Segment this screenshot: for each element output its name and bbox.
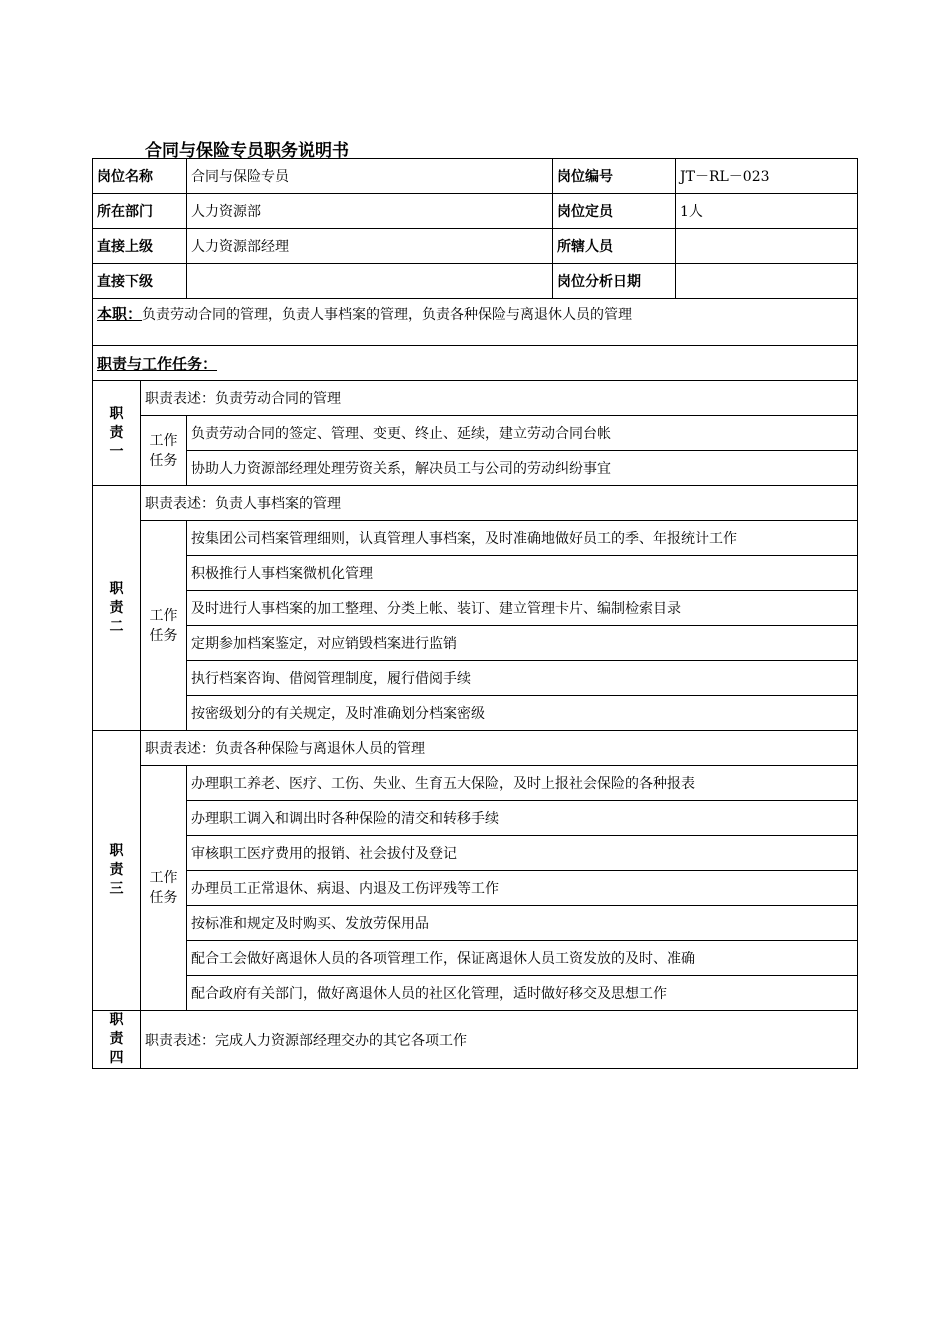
- duty-2-task-row: [93, 556, 858, 591]
- duty-1-task-row: [93, 416, 858, 451]
- position-name-label: 岗位名称: [93, 159, 187, 194]
- duty-4-label: 职责四: [93, 1011, 141, 1069]
- direct-reports-label: 直接下级: [93, 264, 187, 299]
- superior-label: 直接上级: [93, 229, 187, 264]
- header-row-3: [93, 229, 858, 264]
- duty-3-task: 配合政府有关部门，做好离退休人员的社区化管理，适时做好移交及思想工作: [187, 976, 858, 1011]
- duty-1-task: 协助人力资源部经理处理劳资关系，解决员工与公司的劳动纠纷事宜: [187, 451, 858, 486]
- department-label: 所在部门: [93, 194, 187, 229]
- duty-4-description: 职责表述：完成人力资源部经理交办的其它各项工作: [141, 1011, 858, 1069]
- position-name-value: 合同与保险专员: [187, 159, 553, 194]
- duty-3-task-row: [93, 976, 858, 1011]
- duty-4-row: [93, 1011, 858, 1069]
- duty-2-task-row: [93, 591, 858, 626]
- main-duty-cell: [93, 299, 858, 346]
- duty-3-task: 按标准和规定及时购买、发放劳保用品: [187, 906, 858, 941]
- header-row-1: [93, 159, 858, 194]
- superior-value: 人力资源部经理: [187, 229, 553, 264]
- duty-2-task-row: [93, 626, 858, 661]
- duty-3-task-row: [93, 906, 858, 941]
- header-row-4: [93, 264, 858, 299]
- duty-2-task: 按密级划分的有关规定，及时准确划分档案密级: [187, 696, 858, 731]
- headcount-value: 1人: [676, 194, 858, 229]
- analysis-date-label: 岗位分析日期: [553, 264, 676, 299]
- duty-3-label: 职责三: [93, 731, 141, 1011]
- main-duty-label: 本职：: [97, 305, 143, 323]
- duty-3-task: 审核职工医疗费用的报销、社会拔付及登记: [187, 836, 858, 871]
- duty-2-task-label: 工作任务: [141, 521, 187, 731]
- document-title: 合同与保险专员职务说明书: [145, 141, 349, 161]
- main-duty-row: [93, 299, 858, 346]
- headcount-label: 岗位定员: [553, 194, 676, 229]
- duty-3-task-row: [93, 836, 858, 871]
- analysis-date-value: [676, 264, 858, 299]
- duties-heading-row: [93, 346, 858, 381]
- duty-3-task: 配合工会做好离退休人员的各项管理工作，保证离退休人员工资发放的及时、准确: [187, 941, 858, 976]
- duty-3-description-row: [93, 731, 858, 766]
- job-description-table: [92, 158, 858, 1069]
- duty-1-task-label: 工作任务: [141, 416, 187, 486]
- position-code-label: 岗位编号: [553, 159, 676, 194]
- duty-2-task: 按集团公司档案管理细则，认真管理人事档案，及时准确地做好员工的季、年报统计工作: [187, 521, 858, 556]
- duty-3-task-label: 工作任务: [141, 766, 187, 1011]
- duty-2-task-row: [93, 661, 858, 696]
- duty-2-description: 职责表述：负责人事档案的管理: [141, 486, 858, 521]
- duty-3-task: 办理职工调入和调出时各种保险的清交和转移手续: [187, 801, 858, 836]
- duty-2-task-row: [93, 521, 858, 556]
- duty-3-task-row: [93, 941, 858, 976]
- duty-3-task: 办理员工正常退休、病退、内退及工伤评残等工作: [187, 871, 858, 906]
- direct-reports-value: [187, 264, 553, 299]
- duty-2-description-row: [93, 486, 858, 521]
- subordinates-value: [676, 229, 858, 264]
- duty-2-task-row: [93, 696, 858, 731]
- duty-3-task-row: [93, 766, 858, 801]
- duty-1-description: 职责表述：负责劳动合同的管理: [141, 381, 858, 416]
- position-code-value: JT－RL－023: [676, 159, 858, 194]
- duty-1-description-row: [93, 381, 858, 416]
- header-row-2: [93, 194, 858, 229]
- duties-heading-cell: [93, 346, 858, 381]
- duty-1-task-row: [93, 451, 858, 486]
- main-duty-text: 负责劳动合同的管理，负责人事档案的管理，负责各种保险与离退休人员的管理: [142, 307, 633, 323]
- duty-2-label: 职责二: [93, 486, 141, 731]
- department-value: 人力资源部: [187, 194, 553, 229]
- duty-3-task-row: [93, 801, 858, 836]
- duties-heading: 职责与工作任务：: [97, 354, 218, 373]
- duty-2-task: 积极推行人事档案微机化管理: [187, 556, 858, 591]
- duty-1-task: 负责劳动合同的签定、管理、变更、终止、延续，建立劳动合同台帐: [187, 416, 858, 451]
- duty-3-task: 办理职工养老、医疗、工伤、失业、生育五大保险，及时上报社会保险的各种报表: [187, 766, 858, 801]
- duty-1-label: 职责一: [93, 381, 141, 486]
- subordinates-label: 所辖人员: [553, 229, 676, 264]
- duty-3-description: 职责表述：负责各种保险与离退休人员的管理: [141, 731, 858, 766]
- duty-2-task: 及时进行人事档案的加工整理、分类上帐、装订、建立管理卡片、编制检索目录: [187, 591, 858, 626]
- duty-3-task-row: [93, 871, 858, 906]
- duty-2-task: 定期参加档案鉴定，对应销毁档案进行监销: [187, 626, 858, 661]
- duty-2-task: 执行档案咨询、借阅管理制度，履行借阅手续: [187, 661, 858, 696]
